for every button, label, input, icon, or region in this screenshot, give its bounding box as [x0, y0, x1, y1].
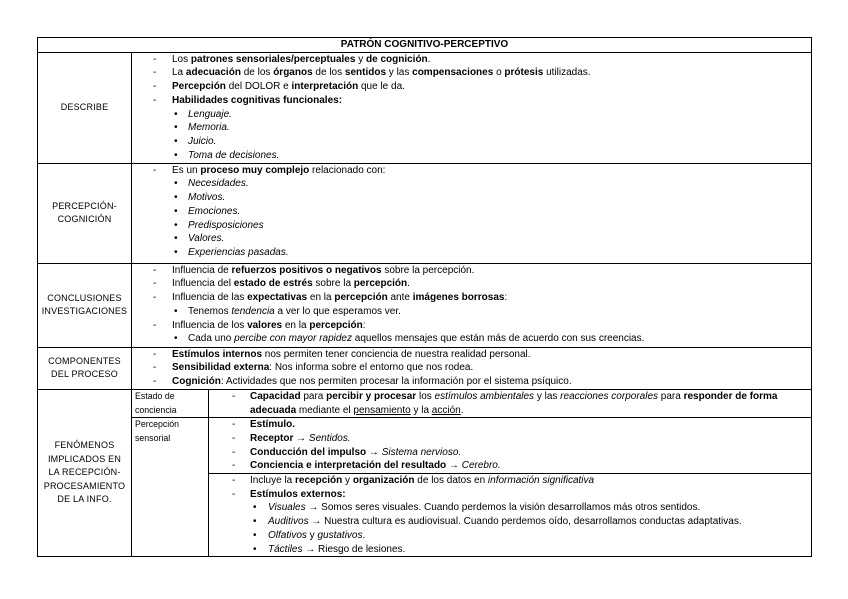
text-segment: : Nos informa sobre el entorno que nos rodea.: [269, 362, 474, 374]
bold-term: compensaciones: [412, 67, 494, 79]
text-segment: Influencia del: [172, 278, 234, 290]
arrow-segment: →: [366, 446, 382, 458]
text-segment: los: [416, 390, 435, 402]
sub-list-item: [132, 305, 811, 319]
list-item: [132, 66, 811, 80]
text-segment: Tenemos: [188, 305, 232, 317]
italic-term: estímulos ambientales: [434, 390, 535, 402]
italic-term: reacciones corporales: [560, 390, 658, 402]
bold-term: Sensibilidad externa: [172, 362, 270, 374]
list-item: [209, 488, 806, 502]
italic-term: Visuales: [268, 502, 306, 514]
research-conclusions-content: [132, 263, 812, 347]
row-phenomena-consciousness: [38, 389, 812, 417]
describe-content: [132, 52, 812, 163]
cognitive-perceptual-pattern-table: [37, 37, 812, 557]
sublabel-sensory-perception: [132, 418, 209, 557]
bold-term: Estímulos externos:: [250, 488, 346, 500]
list-item: [209, 418, 806, 432]
sub-list-item: [209, 543, 806, 557]
label-line: PERCEPCIÓN-: [52, 200, 117, 211]
text-segment: → Riesgo de lesiones.: [302, 543, 406, 555]
label-line: IMPLICADOS EN: [47, 453, 122, 464]
text-segment: y: [355, 53, 366, 65]
text-segment: para: [658, 390, 684, 402]
text-segment: sobre la: [312, 278, 354, 290]
underlined-term: acción: [431, 404, 461, 416]
text-segment: y las: [534, 390, 561, 402]
sub-list-item: • Toma de decisiones.: [132, 149, 811, 163]
list-item: [132, 277, 811, 291]
sub-list-item: • Experiencias pasadas.: [132, 246, 811, 260]
italic-term: Auditivos: [268, 516, 309, 528]
italic-term: Cerebro.: [461, 460, 501, 472]
row-label-phenomena: [38, 389, 132, 556]
text-segment: de los: [240, 67, 274, 79]
list-item: [132, 291, 811, 305]
sub-list-item: • Lenguaje.: [132, 108, 811, 122]
list-item: [132, 348, 811, 362]
bold-term: interpretación: [291, 81, 359, 93]
text-segment: de los: [312, 67, 345, 79]
text-segment: .: [362, 529, 366, 541]
text-segment: Los: [172, 53, 191, 65]
row-label-describe: [38, 52, 132, 163]
consciousness-content: [209, 389, 812, 417]
sub-list-item: • Memoria.: [132, 121, 811, 135]
bold-term: percepción: [334, 292, 388, 304]
bold-term: Conducción del impulso: [250, 446, 367, 458]
text-segment: para: [300, 390, 327, 402]
list-item: [132, 94, 811, 108]
list-item: [132, 319, 811, 333]
perception-cognition-content: [132, 163, 812, 263]
bold-term: expectativas: [247, 292, 308, 304]
sub-list-item: [132, 332, 811, 346]
italic-term: percibe con mayor rapidez: [234, 333, 352, 345]
sublabel-consciousness: [132, 389, 209, 417]
sub-list-item: • Valores.: [132, 232, 811, 246]
text-segment: nos permiten tener conciencia de nuestra realidad personal.: [262, 348, 531, 360]
bold-term: prótesis: [504, 67, 544, 79]
text-segment: Incluye la: [250, 475, 296, 487]
bold-term: sentidos: [344, 67, 387, 79]
bold-term: Percepción: [172, 81, 226, 93]
row-perception-cognition: [38, 163, 812, 263]
italic-term: Sistema nervioso.: [381, 446, 462, 458]
bold-term: refuerzos positivos o negativos: [231, 264, 382, 276]
list-item: [209, 390, 806, 417]
bold-term: valores: [247, 319, 283, 331]
list-item: [132, 80, 811, 94]
text-segment: .: [460, 404, 464, 416]
bold-term: imágenes borrosas: [412, 292, 505, 304]
row-process-components: [38, 347, 812, 389]
text-segment: de los datos en: [414, 475, 488, 487]
text-segment: mediante el: [296, 404, 354, 416]
text-segment: Influencia de: [172, 264, 232, 276]
list-item: [209, 446, 806, 460]
italic-term: información significativa: [487, 475, 595, 487]
label-line: DESCRIBE: [60, 101, 109, 112]
sub-list-item: [209, 515, 806, 529]
text-segment: relacionado con:: [309, 164, 386, 176]
sensory-chain-content: [209, 418, 812, 474]
bold-term: Conciencia e interpretación del resultado: [250, 460, 447, 472]
underlined-term: pensamiento: [353, 404, 411, 416]
italic-term: tendencia: [231, 305, 275, 317]
process-components-content: [132, 347, 812, 389]
bold-term: recepción: [295, 475, 343, 487]
sub-list-item: • Motivos.: [132, 191, 811, 205]
text-segment: sobre la percepción.: [381, 264, 475, 276]
arrow-segment: →: [293, 432, 309, 444]
bold-term: Capacidad: [250, 390, 301, 402]
label-line: sensorial: [135, 432, 171, 443]
label-line: conciencia: [135, 404, 177, 415]
text-segment: .: [427, 53, 431, 65]
text-segment: :: [504, 292, 508, 304]
bold-term: percibir y procesar: [326, 390, 417, 402]
sensory-stimuli-content: [209, 474, 812, 557]
list-item: [209, 474, 806, 488]
bold-term: percepción: [353, 278, 408, 290]
text-segment: y la: [410, 404, 432, 416]
list-item: [132, 53, 811, 67]
bold-term: Estímulos internos: [172, 348, 263, 360]
text-segment: Cada uno: [188, 333, 235, 345]
label-line: COGNICIÓN: [57, 214, 112, 225]
bold-term: de cognición: [366, 53, 428, 65]
sub-list-item: • Juicio.: [132, 135, 811, 149]
text-segment: : Actividades que nos permiten procesar la información por el sistema psíquico.: [220, 376, 572, 388]
list-item: [132, 361, 811, 375]
label-line: LA RECEPCIÓN-: [48, 467, 121, 478]
bold-term: proceso muy complejo: [200, 164, 310, 176]
row-describe: [38, 52, 812, 163]
text-segment: :: [362, 319, 366, 331]
bold-term: percepción: [309, 319, 363, 331]
bold-term: Cognición: [172, 376, 221, 388]
text-segment: → Somos seres visuales. Cuando perdemos la visión desarrollamos más otros sentidos.: [305, 502, 701, 514]
italic-term: Táctiles: [268, 543, 303, 555]
sub-list-item: [209, 501, 806, 515]
text-segment: que le da.: [358, 81, 405, 93]
italic-term: gustativos: [317, 529, 363, 541]
sub-list-item: [209, 529, 806, 543]
row-phenomena-sensory-chain: [38, 418, 812, 474]
bold-term: patrones sensoriales/perceptuales: [190, 53, 356, 65]
table-header-row: [38, 38, 812, 53]
label-line: Percepción: [135, 419, 180, 430]
row-label-research-conclusions: [38, 263, 132, 347]
label-line: DE LA INFO.: [57, 494, 112, 505]
bold-term: organización: [352, 475, 415, 487]
row-label-perception-cognition: [38, 163, 132, 263]
list-item: [132, 375, 811, 389]
text-segment: del DOLOR e: [225, 81, 292, 93]
text-segment: .: [407, 278, 410, 290]
label-line: PROCESAMIENTO: [43, 480, 126, 491]
text-segment: utilizadas.: [543, 67, 591, 79]
text-segment: Es un: [172, 164, 201, 176]
row-label-process-components: [38, 347, 132, 389]
label-line: Estado de: [135, 390, 175, 401]
list-item: [209, 459, 806, 473]
label-line: DEL PROCESO: [51, 369, 118, 380]
label-line: INVESTIGACIONES: [41, 306, 128, 317]
list-item: [132, 264, 811, 278]
bold-term: órganos: [273, 67, 313, 79]
sub-list-item: • Emociones.: [132, 205, 811, 219]
italic-term: Olfativos: [268, 529, 307, 541]
text-segment: ante: [387, 292, 413, 304]
arrow-segment: →: [446, 460, 462, 472]
label-line: CONCLUSIONES: [47, 292, 122, 303]
list-item: [132, 164, 811, 178]
bold-term: Estímulo.: [250, 419, 296, 431]
text-segment: → Nuestra cultura es audiovisual. Cuando perdemos oído, desarrollamos conductas adaptativas.: [308, 516, 742, 528]
text-segment: o: [493, 67, 505, 79]
table-title: PATRÓN COGNITIVO-PERCEPTIVO: [38, 38, 812, 53]
label-line: COMPONENTES: [48, 355, 121, 366]
text-segment: a ver lo que esperamos ver.: [274, 305, 401, 317]
text-segment: Influencia de las: [172, 292, 248, 304]
bold-term: estado de estrés: [233, 278, 313, 290]
text-segment: y: [306, 529, 318, 541]
italic-term: Sentidos.: [308, 432, 351, 444]
text-segment: y: [342, 475, 353, 487]
text-segment: y las: [386, 67, 413, 79]
text-segment: La: [172, 67, 186, 79]
text-segment: aquellos mensajes que están más de acuerdo con sus creencias.: [352, 333, 645, 345]
bold-term: Receptor: [250, 432, 294, 444]
list-item: [209, 432, 806, 446]
label-line: FENÓMENOS: [54, 440, 115, 451]
text-segment: en la: [282, 319, 310, 331]
bold-term: adecuación: [185, 67, 241, 79]
sub-list-item: • Necesidades.: [132, 177, 811, 191]
text-segment: en la: [307, 292, 335, 304]
row-research-conclusions: [38, 263, 812, 347]
sub-list-item: • Predisposiciones: [132, 219, 811, 233]
bold-term: responder de forma adecuada: [250, 390, 778, 416]
bold-term: Habilidades cognitivas funcionales:: [172, 94, 343, 106]
text-segment: Influencia de los: [172, 319, 248, 331]
